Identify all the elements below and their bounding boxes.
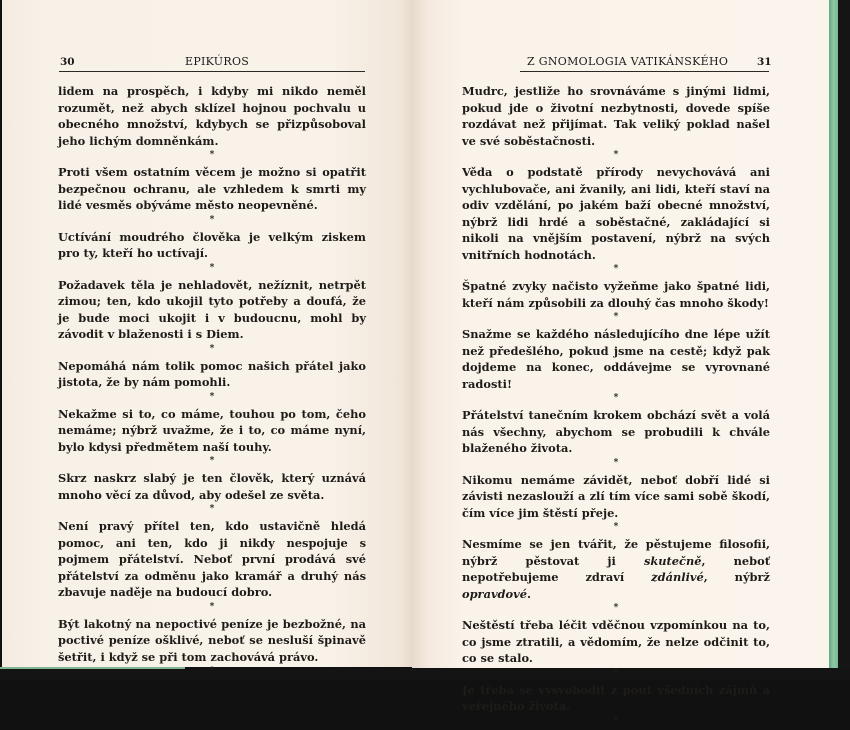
- maxim-paragraph: Nikomu nemáme závidět, neboť dobří lidé si závisti nezaslouží a zlí tím více sami sobě škodí, čím více jim štěstí přeje.: [462, 472, 770, 520]
- maxim-paragraph: Snažme se každého následujícího dne lépe užít než předešlého, pokud jsme na cestě; když pak dojdeme na konec, oddávejme se vyrovnané radosti!: [462, 327, 770, 391]
- left-running-head: EPIKÚROS: [185, 55, 250, 68]
- cover-edge: [829, 0, 838, 668]
- emphasized-text: opravdové: [462, 586, 527, 601]
- right-header-rule: [520, 71, 769, 72]
- right-page-number: 31: [757, 56, 772, 68]
- separator-asterisk: *: [613, 393, 619, 403]
- separator-asterisk: *: [613, 603, 619, 613]
- separator-asterisk: *: [209, 666, 215, 676]
- separator-asterisk: *: [209, 262, 215, 273]
- separator-asterisk: *: [209, 601, 215, 612]
- separator-asterisk: *: [613, 522, 619, 532]
- left-page-number: 30: [60, 56, 75, 68]
- separator-asterisk: *: [613, 150, 619, 160]
- maxim-paragraph: Požadavek těla je nehladovět, nežíznit, netrpět zimou; ten, kdo ukojil tyto potřeby a doufá, že je bude moci ukojit i v budoucnu, mohl by závodit v blaženosti i s Diem.: [58, 277, 366, 341]
- separator-asterisk: *: [209, 343, 215, 354]
- left-text-column: [58, 83, 366, 680]
- maxim-paragraph: Přátelství tanečním krokem obchází svět a volá nás všechny, abychom se probudili k chvále blaženého života.: [462, 408, 770, 455]
- maxim-paragraph: Skrz naskrz slabý je ten člověk, který uznává mnoho věcí za důvod, aby odešel ze světa.: [58, 471, 366, 502]
- text-run: , nýbrž: [703, 570, 770, 584]
- maxim-paragraph: Špatné zvyky načisto vyžeňme jako špatné lidi, kteří nám způsobili za dlouhý čas mnoho škody!: [462, 279, 770, 310]
- separator-asterisk: *: [613, 312, 619, 322]
- maxim-paragraph: lidem na prospěch, i kdyby mi nikdo neměl rozumět, než abych sklízel hojnou pochvalu u obecného množství, kdybych se přizpůsoboval jeho lichým domněnkám.: [58, 84, 366, 148]
- maxim-paragraph: Mudrc, jestliže ho srovnáváme s jinými lidmi, pokud jde o životní nezbytnosti, dovede spíše rozdávat než přijímat. Tak veliký poklad našel ve své soběstačnosti.: [462, 84, 770, 148]
- maxim-paragraph: Věda o podstatě přírody nevychovává ani vychlubovače, ani žvanily, ani lidi, kteří staví na odiv vzdělání, po jakém baží obecné množství, nýbrž lidi hrdé a soběstačné, zakládající si nikoli na vnějším postavení, nýbrž na svých vnitřních hodnotách.: [462, 165, 770, 262]
- maxim-paragraph: Je třeba se vysvobodit z pout všedních zájmů a veřejného života.: [462, 682, 770, 713]
- text-run: Nesmíme se jen tvářit, že pěstujeme filosofii, nýbrž pěstovat ji: [462, 537, 770, 568]
- separator-asterisk: *: [209, 391, 215, 402]
- maxim-paragraph: Není pravý přítel ten, kdo ustavičně hledá pomoc, ani ten, kdo ji nikdy nespojuje s pojmem přátelství. Neboť první prodává své přátelství za odměnu jako kramář a druhý nás zbavuje naděje na budoucí dobro.: [58, 519, 366, 599]
- separator-asterisk: *: [613, 457, 619, 468]
- maxim-paragraph: Uctívání moudrého člověka je velkým ziskem pro ty, kteří ho uctívají.: [58, 229, 366, 260]
- left-header-rule: [59, 71, 365, 72]
- separator-asterisk: *: [209, 456, 215, 466]
- emphasized-text: zdánlivé: [651, 570, 704, 584]
- background-edge: [838, 0, 850, 680]
- emphasized-text: skutečně: [643, 553, 702, 568]
- text-run: , neboť nepotřebujeme zdraví: [462, 553, 770, 584]
- maxim-paragraph: Nekažme si to, co máme, touhou po tom, čeho nemáme; nýbrž uvažme, že i to, co máme nyní, bylo kdysi předmětem naší touhy.: [58, 406, 366, 454]
- separator-asterisk: *: [613, 667, 619, 678]
- maxim-paragraph: Být lakotný na nepoctivé peníze je bezbožné, na poctivé peníze ošklivé, neboť se nesluší špinavě šetřit, i když se při tom zachovává právo.: [58, 616, 366, 664]
- separator-asterisk: *: [209, 504, 215, 514]
- separator-asterisk: *: [209, 150, 215, 160]
- right-text-column: [462, 83, 770, 730]
- maxim-paragraph: Nepomáhá nám tolik pomoc našich přátel jako jistota, že by nám pomohli.: [58, 358, 366, 389]
- separator-asterisk: *: [209, 214, 215, 225]
- text-run: .: [527, 586, 531, 601]
- separator-asterisk: *: [613, 715, 619, 726]
- separator-asterisk: *: [613, 264, 619, 274]
- right-running-head: Z GNOMOLOGIA VATIKÁNSKÉHO: [527, 55, 729, 68]
- maxim-paragraph: Proti všem ostatním věcem je možno si opatřit bezpečnou ochranu, ale vzhledem k smrti my lidé vesměs obýváme město neopevněné.: [58, 165, 366, 212]
- maxim-paragraph: Neštěstí třeba léčit vděčnou vzpomínkou na to, co jsme ztratili, a vědomím, že nelze odčinit to, co se stalo.: [462, 618, 770, 665]
- maxim-paragraph: [462, 536, 770, 602]
